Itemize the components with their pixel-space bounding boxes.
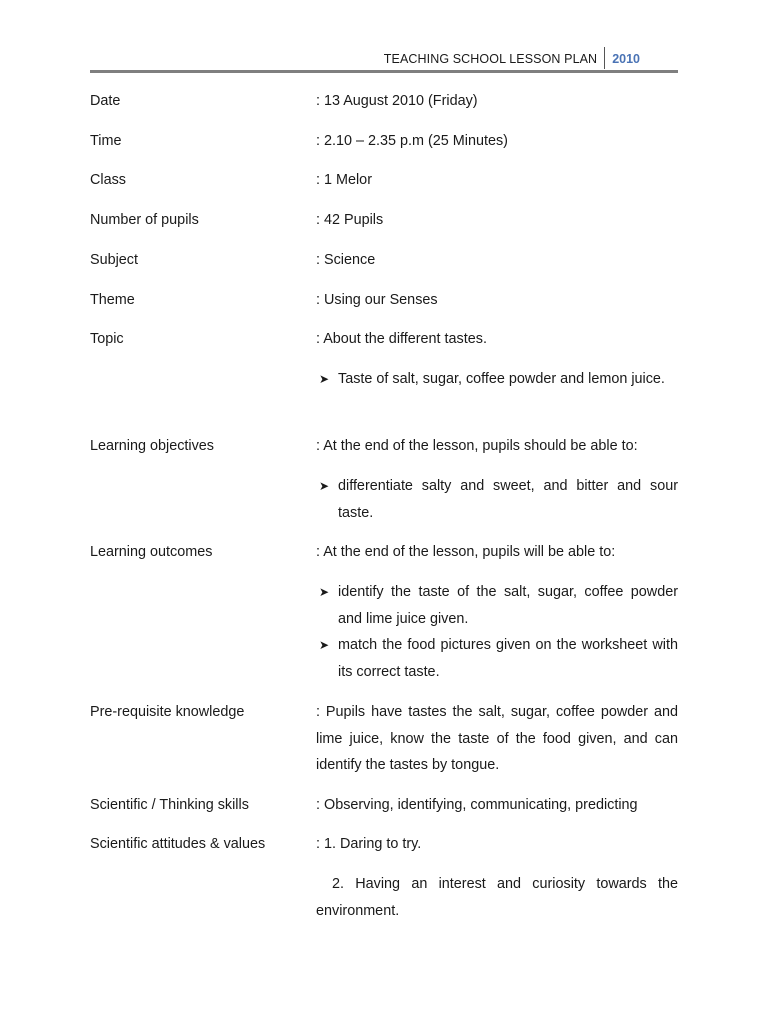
objectives-value: : At the end of the lesson, pupils should be able to: <box>316 438 638 454</box>
pupils-value: : 42 Pupils <box>316 212 384 228</box>
attitudes-value: : 1. Daring to try. <box>316 836 422 852</box>
header-title: TEACHING SCHOOL LESSON PLAN <box>383 52 598 66</box>
topic-bullet-text: Taste of salt, sugar, coffee powder and lemon juice. <box>338 371 665 387</box>
arrow-bullet-icon: ➤ <box>319 372 330 386</box>
theme-label: Theme <box>90 292 135 308</box>
objectives-bullet-text: differentiate salty and sweet, and bitter and sour taste. <box>338 478 678 521</box>
outcomes-label: Learning outcomes <box>90 544 213 560</box>
skills-value: : Observing, identifying, communicating, predicting <box>316 797 638 813</box>
topic-bullet <box>316 366 678 393</box>
time-value: : 2.10 – 2.35 p.m (25 Minutes) <box>316 133 508 149</box>
header-rule <box>90 70 678 73</box>
date-value: : 13 August 2010 (Friday) <box>316 93 478 109</box>
objectives-bullet <box>316 473 678 526</box>
pupils-label: Number of pupils <box>90 212 199 228</box>
class-label: Class <box>90 172 126 188</box>
header-year: 2010 <box>612 52 640 66</box>
arrow-bullet-icon: ➤ <box>319 638 330 652</box>
arrow-bullet-icon: ➤ <box>319 585 330 599</box>
header-divider <box>604 47 605 69</box>
subject-label: Subject <box>90 252 138 268</box>
subject-value: : Science <box>316 252 376 268</box>
header-right <box>384 48 640 70</box>
prereq-value: : Pupils have tastes the salt, sugar, coffee powder and lime juice, know the taste of the food given, and can identify the tastes by tongue. <box>316 704 678 773</box>
class-value: : 1 Melor <box>316 172 372 188</box>
outcomes-value: : At the end of the lesson, pupils will be able to: <box>316 544 616 560</box>
skills-label: Scientific / Thinking skills <box>90 797 249 813</box>
theme-value: : Using our Senses <box>316 292 438 308</box>
time-label: Time <box>90 133 122 149</box>
date-label: Date <box>90 93 121 109</box>
topic-value: : About the different tastes. <box>316 331 487 347</box>
outcomes-bullet-text-2: match the food pictures given on the worksheet with its correct taste. <box>338 637 678 680</box>
attitudes-continuation: 2. Having an interest and curiosity towards the environment. <box>316 876 678 919</box>
outcomes-bullet-1 <box>316 579 678 632</box>
outcomes-bullet-text-1: identify the taste of the salt, sugar, coffee powder and lime juice given. <box>338 584 678 627</box>
prereq-label: Pre-requisite knowledge <box>90 704 245 720</box>
arrow-bullet-icon: ➤ <box>319 479 330 493</box>
objectives-label: Learning objectives <box>90 438 214 454</box>
page-header <box>90 44 678 72</box>
outcomes-bullet-2 <box>316 632 678 685</box>
attitudes-label: Scientific attitudes & values <box>90 836 266 852</box>
topic-label: Topic <box>90 331 124 347</box>
